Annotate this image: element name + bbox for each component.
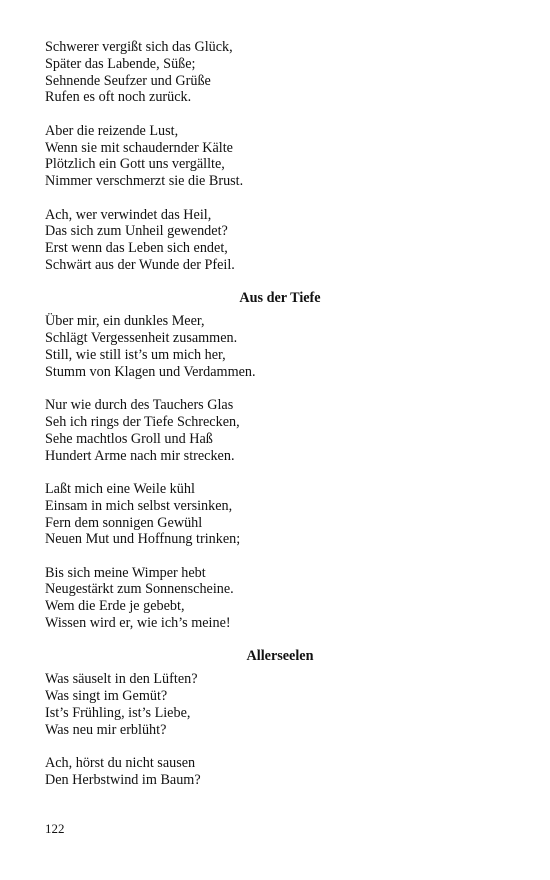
verse-line: Plötzlich ein Gott uns vergällte, bbox=[45, 156, 225, 173]
verse-line: Neuen Mut und Hoffnung trinken; bbox=[45, 531, 241, 548]
stanza bbox=[45, 565, 515, 632]
verse-line: Schwärt aus der Wunde der Pfeil. bbox=[45, 256, 235, 273]
poem-continuation bbox=[45, 39, 515, 274]
verse-line: Wem die Erde je gebebt, bbox=[45, 598, 185, 615]
stanza bbox=[45, 755, 515, 789]
verse-line: Später das Labende, Süße; bbox=[45, 55, 196, 72]
verse-line: Sehnende Seufzer und Grüße bbox=[45, 72, 211, 89]
poem-aus-der-tiefe bbox=[45, 290, 515, 632]
verse-line: Nur wie durch des Tauchers Glas bbox=[45, 397, 234, 414]
verse-line: Den Herbstwind im Baum? bbox=[45, 772, 201, 789]
stanza bbox=[45, 207, 515, 274]
poem-title: Allerseelen bbox=[246, 648, 314, 665]
verse-line: Nimmer verschmerzt sie die Brust. bbox=[45, 173, 244, 190]
verse-line: Was neu mir erblüht? bbox=[45, 721, 167, 738]
page-number: 122 bbox=[45, 821, 65, 836]
poem-allerseelen bbox=[45, 648, 515, 788]
stanza bbox=[45, 397, 515, 464]
verse-line: Aber die reizende Lust, bbox=[45, 122, 179, 139]
verse-line: Ach, wer verwindet das Heil, bbox=[45, 206, 212, 223]
stanza bbox=[45, 123, 515, 190]
verse-line: Einsam in mich selbst versinken, bbox=[45, 497, 233, 514]
verse-line: Laßt mich eine Weile kühl bbox=[45, 480, 195, 497]
verse-line: Das sich zum Unheil gewendet? bbox=[45, 223, 228, 240]
verse-line: Bis sich meine Wimper hebt bbox=[45, 564, 206, 581]
verse-line: Ist’s Frühling, ist’s Liebe, bbox=[45, 705, 191, 722]
stanza bbox=[45, 313, 515, 380]
verse-line: Sehe machtlos Groll und Haß bbox=[45, 430, 213, 447]
verse-line: Still, wie still ist’s um mich her, bbox=[45, 346, 226, 363]
verse-line: Hundert Arme nach mir strecken. bbox=[45, 447, 235, 464]
verse-line: Wenn sie mit schaudernder Kälte bbox=[45, 139, 233, 156]
verse-line: Rufen es oft noch zurück. bbox=[45, 89, 192, 106]
verse-line: Stumm von Klagen und Verdammen. bbox=[45, 363, 256, 380]
verse-line: Was säuselt in den Lüften? bbox=[45, 671, 198, 688]
verse-line: Fern dem sonnigen Gewühl bbox=[45, 514, 203, 531]
verse-line: Seh ich rings der Tiefe Schrecken, bbox=[45, 413, 240, 430]
verse-line: Schlägt Vergessenheit zusammen. bbox=[45, 330, 238, 347]
verse-line: Neugestärkt zum Sonnenscheine. bbox=[45, 581, 234, 598]
stanza bbox=[45, 481, 515, 548]
verse-line: Was singt im Gemüt? bbox=[45, 688, 168, 705]
stanza bbox=[45, 39, 515, 106]
verse-line: Über mir, ein dunkles Meer, bbox=[45, 313, 205, 330]
poem-title: Aus der Tiefe bbox=[239, 290, 321, 307]
verse-line: Wissen wird er, wie ich’s meine! bbox=[45, 615, 231, 632]
verse-line: Erst wenn das Leben sich endet, bbox=[45, 240, 228, 257]
verse-line: Schwerer vergißt sich das Glück, bbox=[45, 39, 233, 55]
verse-line: Ach, hörst du nicht sausen bbox=[45, 755, 196, 772]
page-content bbox=[45, 39, 515, 805]
stanza bbox=[45, 671, 515, 738]
